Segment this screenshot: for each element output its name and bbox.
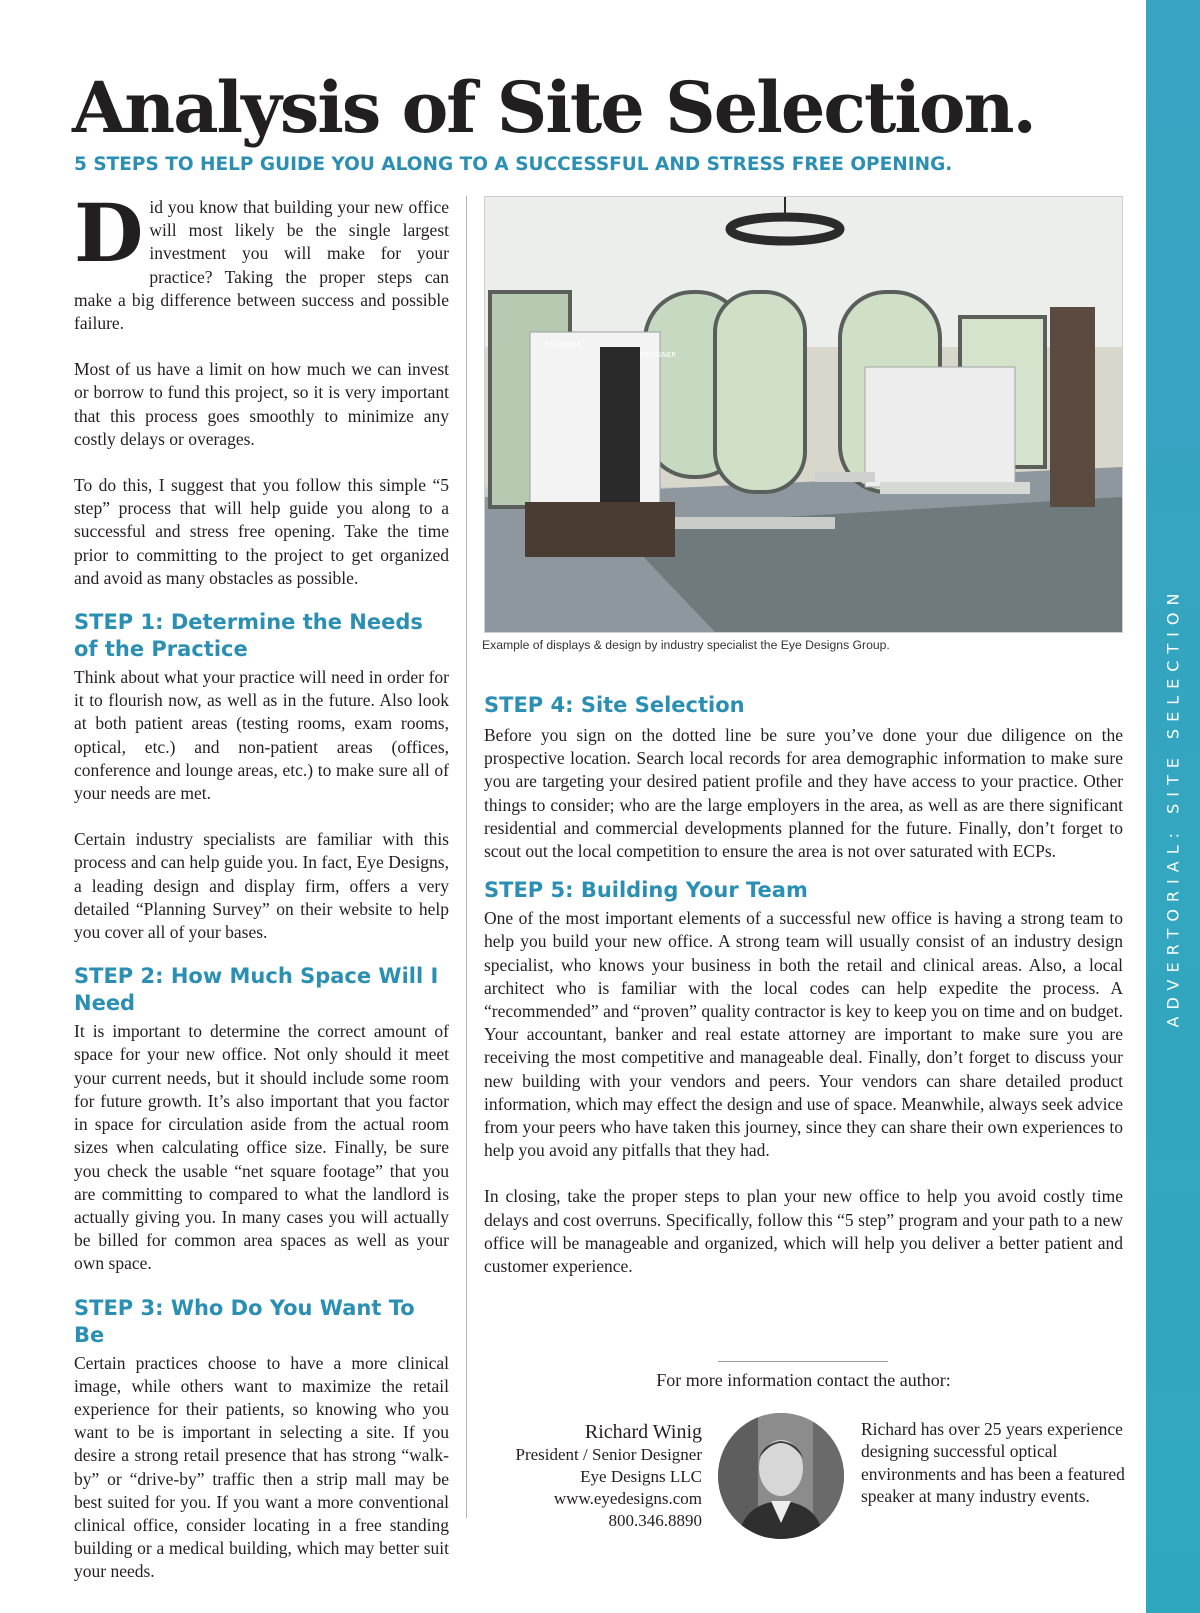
- showroom-photo: [484, 196, 1123, 633]
- step-2-heading: STEP 2: How Much Space Will I Need: [74, 964, 439, 1016]
- author-photo: [718, 1413, 844, 1539]
- step-5-heading: STEP 5: Building Your Team: [484, 878, 808, 903]
- page-title: Analysis of Site Selection.: [72, 66, 1035, 149]
- step-3-paragraph: Certain practices choose to have a more clinical image, while others want to maximize the retail experience for their patients, so knowing who you want to be is important in selecting a site. If you desire a strong retail presence that has strong “walk-by” or “drive-by” traffic then a strip mall may be best suited for you. If you want a more conventional clinical office, consider locating in a free standing building or a medical building, which may better suit your needs.: [74, 1352, 449, 1582]
- column-divider: [466, 196, 467, 1518]
- right-column: [484, 692, 1123, 1278]
- step-4-paragraph: Before you sign on the dotted line be sure you’ve done your due diligence on the prospective location. Search local records for area demographic information to make sure you are targeting your desired patient profile and they have access to your practice. Other things to consider; who are the large employers in the area, as well as are there significant residential and commercial developments planned for the future. Finally, don’t forget to scout out the local competition to ensure the area is not over saturated with ECPs.: [484, 725, 1123, 862]
- author-title: President / Senior Designer: [515, 1445, 702, 1464]
- author-name: Richard Winig: [584, 1421, 702, 1443]
- side-banner-label: ADVERTORIAL: SITE SELECTION: [1163, 586, 1183, 1028]
- step-3-heading: STEP 3: Who Do You Want To Be: [74, 1295, 415, 1347]
- intro-paragraph-3: To do this, I suggest that you follow this simple “5 step” process that will help guide you along to a successful and stress free opening. Take the time prior to committing to the project to get organized and avoid as many obstacles as possible.: [74, 475, 449, 588]
- photo-caption: Example of displays & design by industry specialist the Eye Designs Group.: [482, 638, 890, 652]
- step-1-paragraph-1: Think about what your practice will need in order for it to flourish now, as well as in the future. Also look at both patient areas (testing rooms, exam rooms, optical, etc.) and non-patient areas (offices, conference and lounge areas, etc.) to make sure all of your needs are met.: [74, 667, 449, 804]
- closing-paragraph: In closing, take the proper steps to plan your new office to help you avoid costly time delays and cost overruns. Specifically, follow this “5 step” program and your path to a new office will be manageable and organized, which will help you deliver a better patient and customer experience.: [484, 1186, 1123, 1277]
- step-2-paragraph: It is important to determine the correct amount of space for your new office. Not only should it meet your current needs, but it should include some room for future growth. It’s also important that you factor in space for circulation aside from the actual room sizes when calculating office size. Finally, be sure you check the usable “net square footage” that you are committing to compared to what the landlord is actually giving you. In many cases you will actually be billed for common area spaces as well as your own space.: [74, 1021, 449, 1274]
- author-bio: Richard has over 25 years experience designing successful optical environments and has been a featured speaker at many industry events.: [861, 1419, 1125, 1506]
- svg-text:DESIGNER: DESIGNER: [640, 351, 677, 359]
- svg-text:DESIGNER: DESIGNER: [545, 341, 582, 349]
- contact-heading: For more information contact the author:: [656, 1370, 951, 1390]
- step-1-paragraph-2: Certain industry specialists are familiar with this process and can help guide you. In fact, Eye Designs, a leading design and display firm, offers a very detailed “Planning Survey” on their website to help you cover all of your bases.: [74, 829, 449, 943]
- drop-cap: D: [74, 186, 144, 280]
- left-column: [74, 186, 449, 1584]
- step-4-heading: STEP 4: Site Selection: [484, 693, 745, 717]
- author-company: Eye Designs LLC: [580, 1467, 702, 1486]
- author-phone: 800.346.8890: [608, 1511, 702, 1530]
- intro-paragraph-1: Did you know that building your new office will most likely be the single largest investment you will make for your practice? Taking the proper steps can make a big difference between success and possible failure.: [74, 186, 449, 334]
- contact-divider: [718, 1361, 888, 1362]
- step-1-heading: STEP 1: Determine the Needs of the Practice: [74, 610, 423, 662]
- author-website: www.eyedesigns.com: [553, 1489, 702, 1508]
- step-5-paragraph: One of the most important elements of a successful new office is having a strong team to help you build your new office. A strong team will usually consist of an industry design specialist, who knows your business in both the retail and clinical areas. Also, a local architect who is familiar with the local codes can help expedite the process. A “recommended” and “proven” quality contractor is key to keep you on time and on budget. Your accountant, banker and real estate attorney are important to make sure you are receiving the most competitive and manageable deal. Finally, don’t forget to discuss your new building with your vendors and peers. Your vendors can share detailed product information, which may effect the design and use of space. Meanwhile, always seek advice from your peers who have taken this journey, since they can share their own experiences to help you avoid any pitfalls that they had.: [484, 908, 1123, 1161]
- intro-paragraph-2: Most of us have a limit on how much we can invest or borrow to fund this project, so it is very important that this process goes smoothly to minimize any costly delays or overages.: [74, 359, 449, 449]
- page-subtitle: 5 STEPS TO HELP GUIDE YOU ALONG TO A SUCCESSFUL AND STRESS FREE OPENING.: [74, 154, 953, 175]
